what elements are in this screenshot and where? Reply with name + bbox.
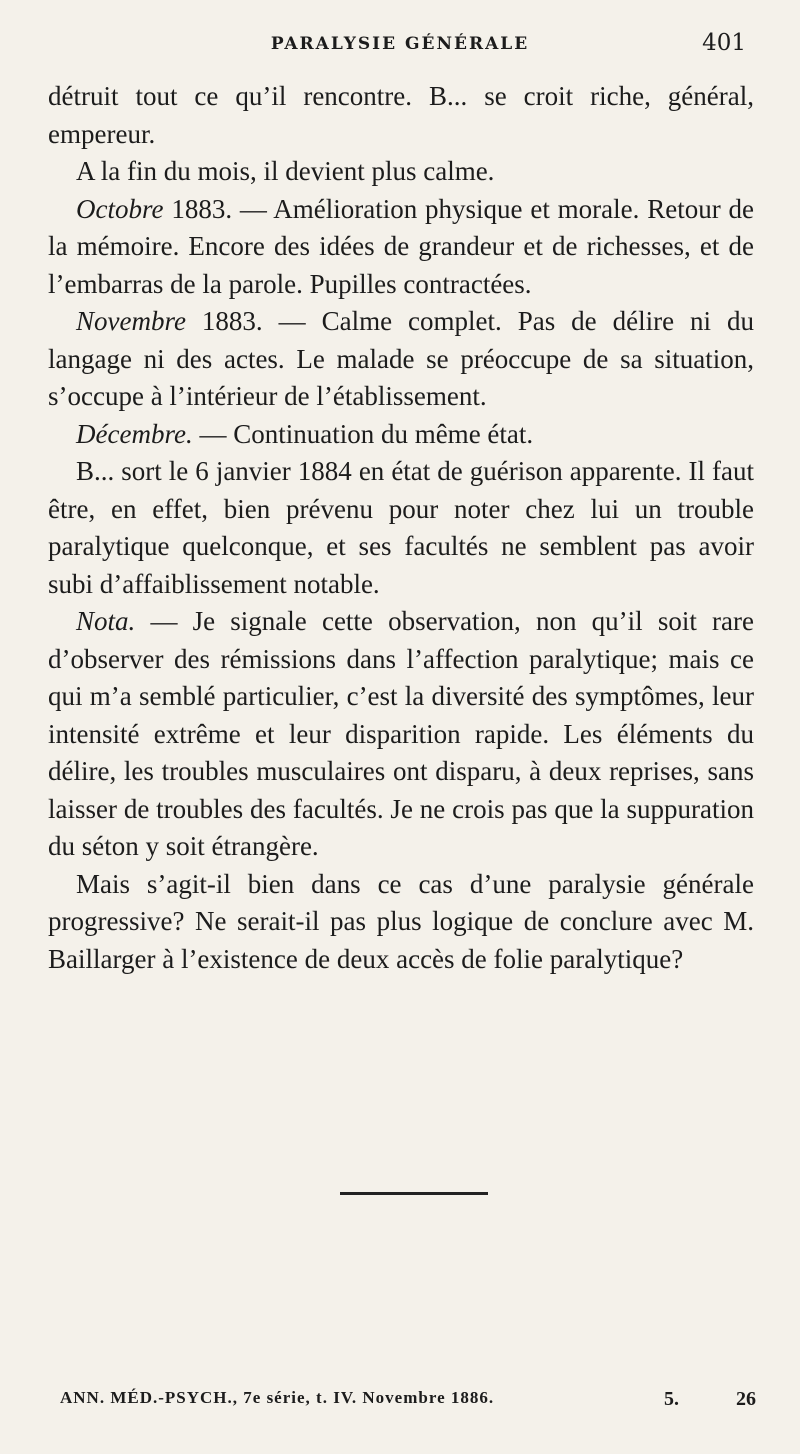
paragraph-november [48,303,754,416]
paragraph-continuation: détruit tout ce qu’il rencontre. B... se croit riche, général, empereur. [48,81,754,149]
date-label-november: Novembre [76,306,186,336]
paragraph-discharge: B... sort le 6 janvier 1884 en état de guérison apparente. Il faut être, en effet, bien prévenu pour noter chez lui un trouble paralytique quelconque, et ses facultés ne semblent pas avoir subi d’affaiblissement notable. [48,456,754,599]
section-divider [340,1192,488,1195]
paragraph-conclusion: Mais s’agit-il bien dans ce cas d’une paralysie générale progressive? Ne serait-il pas plus logique de conclure avec M. Baillarger à l’existence de deux accès de folie paralytique? [48,868,754,974]
journal-citation: ANN. MÉD.-PSYCH., 7e série, t. IV. Novembre 1886. [60,1388,495,1407]
body-text [48,78,754,978]
signature-mark: 26 [736,1388,756,1410]
october-text: 1883. — Amélioration physique et morale. Retour de la mémoire. Encore des idées de grandeur et de richesses, et de l’embarras de la parole. Pupilles contractées. [48,193,754,299]
december-text: — Continuation du même état. [192,418,534,449]
paragraph-nota [48,603,754,866]
date-label-december: Décembre. [76,418,193,449]
sheet-number: 5. [664,1388,679,1410]
page-header [48,30,752,70]
running-title: PARALYSIE GÉNÉRALE [270,34,530,54]
paragraph-december [48,416,754,454]
nota-text: — Je signale cette observation, non qu’il soit rare d’observer des rémissions dans l’affection paralytique; mais ce qui m’a semblé particulier, c’est la diversité des symptômes, leur intensité extrême et leur disparition rapide. Les éléments du délire, les troubles musculaires ont disparu, à deux reprises, sans laisser de troubles des facultés. Je ne crois pas que la suppuration du séton y soit étrangère. [48,606,754,861]
page-number: 401 [702,30,746,56]
paragraph-end-of-month: A la fin du mois, il devient plus calme. [76,156,495,186]
november-text: 1883. — Calme complet. Pas de délire ni du langage ni des actes. Le malade se préoccupe de sa situation, s’occupe à l’intérieur de l’établissement. [48,306,754,411]
paragraph-october [48,191,754,304]
date-label-october: Octobre [76,193,164,224]
nota-label: Nota. [76,606,136,636]
